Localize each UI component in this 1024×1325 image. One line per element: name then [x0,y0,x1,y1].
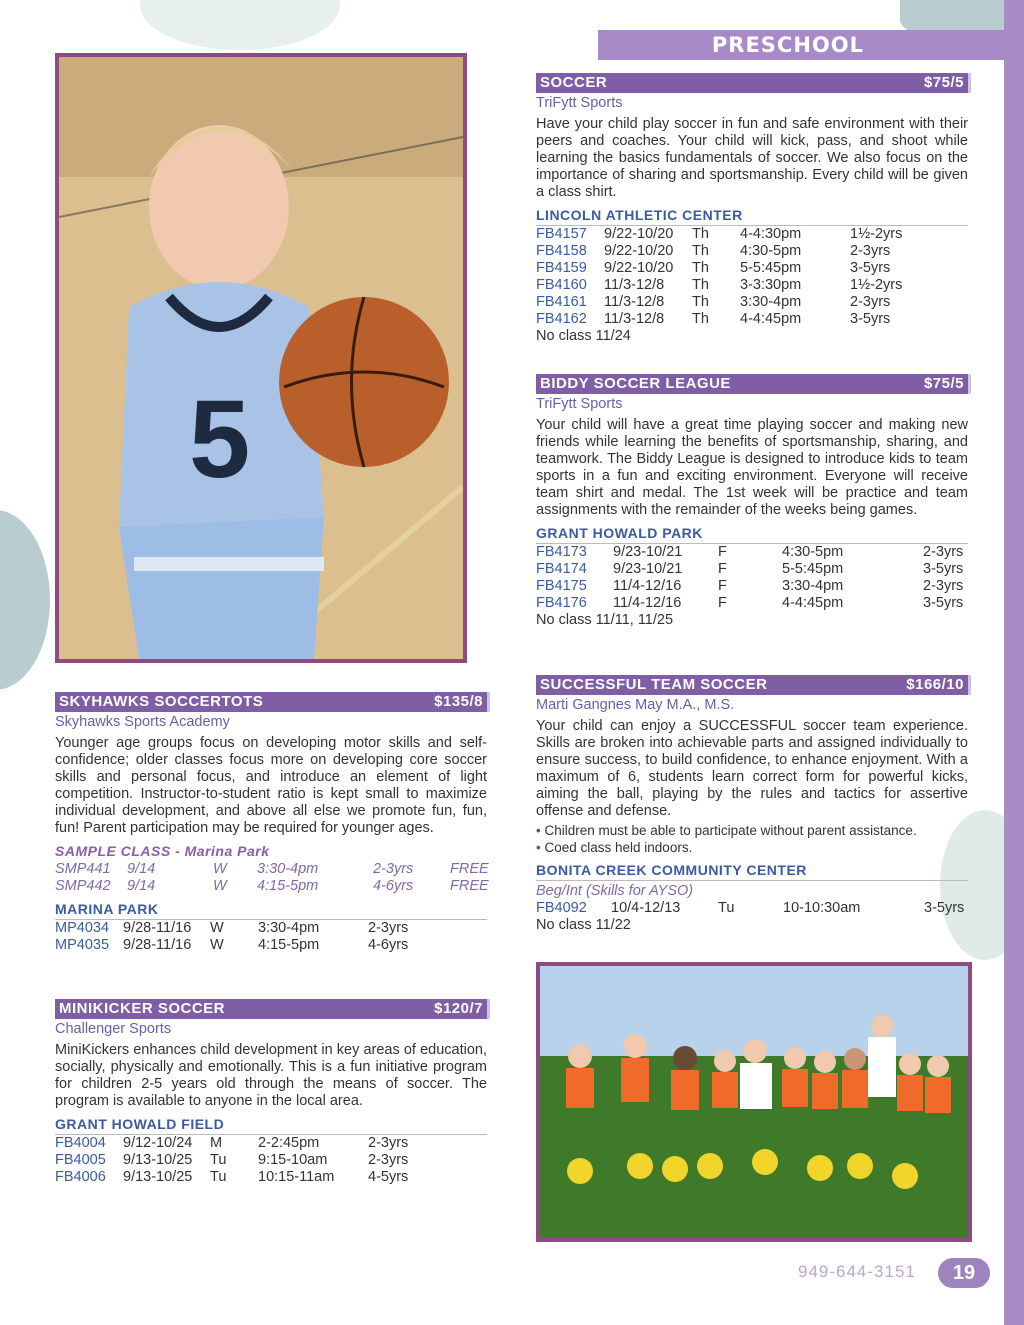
schedule-row [55,920,487,937]
course-code[interactable]: FB4162 [536,311,587,327]
minikicker-title: MINIKICKER SOCCER [59,1000,226,1017]
biddy-title: BIDDY SOCCER LEAGUE [540,375,731,392]
course-code[interactable]: FB4160 [536,277,587,293]
background-leaf-shape [140,0,340,50]
schedule-cell: Tu [210,1152,227,1168]
soccer-note: No class 11/24 [536,328,631,344]
schedule-cell: 4:30-5pm [782,544,844,560]
schedule-cell: W [213,861,227,877]
schedule-cell: 3-5yrs [924,900,965,916]
background-leaf-shape [0,510,50,690]
schedule-cell: 2-3yrs [850,294,891,310]
biddy-note: No class 11/11, 11/25 [536,612,674,628]
schedule-cell: Th [692,260,709,276]
schedule-cell: 2-3yrs [923,578,964,594]
team-soccer-photo [536,962,972,1242]
schedule-cell: 2-3yrs [923,544,964,560]
schedule-cell: 9/22-10/20 [604,260,674,276]
schedule-cell: 5-5:45pm [740,260,802,276]
biddy-provider: TriFytt Sports [536,396,623,412]
course-code[interactable]: FB4092 [536,900,587,916]
schedule-cell: 3-5yrs [850,260,891,276]
minikicker-section [55,999,487,1186]
schedule-cell: 2-2:45pm [258,1135,320,1151]
schedule-cell: 9/14 [127,878,156,894]
successful-price: $166/10 [906,676,964,693]
schedule-cell: 11/3-12/8 [604,294,665,310]
skyhawks-sample-label: SAMPLE CLASS - Marina Park [55,843,270,859]
schedule-cell: 3-5yrs [850,311,891,327]
course-code[interactable]: FB4175 [536,578,587,594]
schedule-row [536,595,968,612]
schedule-row [536,544,968,561]
schedule-cell: 2-3yrs [368,1135,409,1151]
schedule-cell: M [210,1135,223,1151]
minikicker-provider: Challenger Sports [55,1021,172,1037]
successful-note: No class 11/22 [536,917,631,933]
skyhawks-header [55,692,487,712]
schedule-cell: 1½-2yrs [850,277,903,293]
schedule-row [55,1135,487,1152]
minikicker-schedule [55,1135,487,1186]
course-code[interactable]: FB4159 [536,260,587,276]
course-code[interactable]: FB4158 [536,243,587,259]
schedule-cell: 2-3yrs [368,1152,409,1168]
bullet-item: • Coed class held indoors. [536,839,968,856]
minikicker-header [55,999,487,1019]
schedule-row [55,861,487,878]
course-code[interactable]: FB4006 [55,1169,106,1185]
schedule-row [536,561,968,578]
schedule-row [536,311,968,328]
skyhawks-description: Younger age groups focus on developing motor skills and self-confidence; older classes focus more on developing core soccer skills and personal focus, and introduce an element of light competition. Instructor-to-student ratio is kept small to maximize individual development, and above all else we promote fun, fun, fun! Parent participation may be required for younger ages. [55,735,487,836]
page-number: 19 [938,1258,990,1288]
page-edge-bar [1004,0,1024,1325]
boy-basketball-photo [55,53,467,663]
schedule-cell: 4:15-5pm [258,937,320,953]
soccer-provider: TriFytt Sports [536,95,623,111]
schedule-cell: 3:30-4pm [740,294,802,310]
schedule-cell: 10-10:30am [783,900,861,916]
skyhawks-location: MARINA PARK [55,901,487,920]
schedule-cell: 4-6yrs [368,937,409,953]
schedule-cell: 4:30-5pm [740,243,802,259]
successful-bullets [536,822,968,856]
schedule-cell: Th [692,226,709,242]
soccer-location: LINCOLN ATHLETIC CENTER [536,207,968,226]
boy-photo-illustration [59,57,463,659]
schedule-cell: 3-3:30pm [740,277,802,293]
soccer-price: $75/5 [923,74,964,91]
successful-level: Beg/Int (Skills for AYSO) [536,883,694,899]
schedule-cell: 2-3yrs [373,861,414,877]
schedule-row [55,1169,487,1186]
schedule-cell: W [210,937,224,953]
course-code[interactable]: FB4005 [55,1152,106,1168]
page-title: PRESCHOOL [711,33,864,57]
successful-section [536,675,968,934]
soccer-header [536,73,968,93]
schedule-cell: 4:15-5pm [257,878,319,894]
schedule-cell: Tu [210,1169,227,1185]
schedule-cell: FREE [450,861,489,877]
schedule-cell: 2-3yrs [850,243,891,259]
biddy-schedule [536,544,968,612]
successful-provider: Marti Gangnes May M.A., M.S. [536,697,735,713]
section-header-band [598,30,1004,60]
skyhawks-price: $135/8 [434,693,483,710]
successful-title: SUCCESSFUL TEAM SOCCER [540,676,768,693]
schedule-cell: 9/22-10/20 [604,243,674,259]
schedule-row [536,243,968,260]
schedule-cell: 2-3yrs [368,920,409,936]
schedule-cell: Th [692,294,709,310]
course-code[interactable]: FB4174 [536,561,587,577]
schedule-cell: 4-5yrs [368,1169,409,1185]
schedule-cell: 1½-2yrs [850,226,903,242]
successful-description: Your child can enjoy a SUCCESSFUL soccer team experience. Skills are broken into achievable parts and assigned individually to ensure success, to build confidence, to enhance enjoyment. With a maximum of 6, students learn correct form for powerful kicks, aiming the ball, playing by the rules and tactics for assertive offense and defense. [536,718,968,819]
course-code[interactable]: FB4176 [536,595,587,611]
schedule-cell: W [210,920,224,936]
schedule-cell: 4-4:30pm [740,226,802,242]
schedule-cell: 9/12-10/24 [123,1135,193,1151]
schedule-cell: 11/4-12/16 [613,578,682,594]
schedule-cell: Th [692,311,709,327]
schedule-cell: 9/23-10/21 [613,561,683,577]
schedule-row [536,277,968,294]
schedule-cell: 5-5:45pm [782,561,844,577]
schedule-row [55,1152,487,1169]
soccer-description: Have your child play soccer in fun and safe environment with their peers and coaches. Your child will kick, pass, and shoot while learning the basics fundamentals of soccer. We also focus on the importance of sharing and sportsmanship. Every child will be given a class shirt. [536,116,968,200]
schedule-cell: 9/23-10/21 [613,544,683,560]
bullet-item: • Children must be able to participate without parent assistance. [536,822,968,839]
skyhawks-title: SKYHAWKS SOCCERTOTS [59,693,264,710]
schedule-row [55,937,487,954]
course-code[interactable]: MP4034 [55,920,110,936]
soccer-schedule [536,226,968,328]
skyhawks-provider: Skyhawks Sports Academy [55,714,230,730]
schedule-row [536,900,968,917]
schedule-row [536,226,968,243]
schedule-cell: F [718,544,727,560]
minikicker-location: GRANT HOWALD FIELD [55,1116,487,1135]
svg-text:5: 5 [189,378,251,501]
schedule-cell: 10:15-11am [258,1169,335,1185]
schedule-cell: 4-4:45pm [740,311,802,327]
schedule-cell: 9/28-11/16 [123,937,192,953]
soccer-section [536,73,968,345]
schedule-cell: Th [692,243,709,259]
schedule-cell: 3:30-4pm [257,861,319,877]
course-code[interactable]: SMP441 [55,861,111,877]
schedule-cell: 4-4:45pm [782,595,844,611]
course-code[interactable]: FB4157 [536,226,587,242]
schedule-cell: 9/13-10/25 [123,1152,193,1168]
successful-header [536,675,968,695]
skyhawks-sample-schedule [55,861,487,895]
successful-location: BONITA CREEK COMMUNITY CENTER [536,862,968,881]
biddy-section [536,374,968,629]
skyhawks-section [55,692,487,954]
schedule-cell: 9/22-10/20 [604,226,674,242]
schedule-cell: 3-5yrs [923,595,964,611]
schedule-cell: 3:30-4pm [258,920,320,936]
schedule-cell: 3:30-4pm [782,578,844,594]
schedule-cell: 9/14 [127,861,156,877]
schedule-row [536,578,968,595]
schedule-cell: 11/4-12/16 [613,595,682,611]
biddy-location: GRANT HOWALD PARK [536,525,968,544]
team-photo-illustration [540,966,968,1238]
schedule-cell: 3-5yrs [923,561,964,577]
course-code[interactable]: FB4004 [55,1135,106,1151]
skyhawks-schedule [55,920,487,954]
course-code[interactable]: MP4035 [55,937,110,953]
schedule-cell: F [718,578,727,594]
schedule-cell: 9/13-10/25 [123,1169,193,1185]
course-code[interactable]: FB4161 [536,294,587,310]
schedule-cell: 9:15-10am [258,1152,328,1168]
schedule-row [55,878,487,895]
soccer-title: SOCCER [540,74,608,91]
schedule-cell: Tu [718,900,735,916]
schedule-cell: 10/4-12/13 [611,900,681,916]
minikicker-price: $120/7 [434,1000,483,1017]
minikicker-description: MiniKickers enhances child development in key areas of education, socially, physically and emotionally. This is a fun initiative program for children 2-5 years old through the means of soccer. The program is available to anyone in the local area. [55,1042,487,1109]
schedule-cell: 11/3-12/8 [604,311,665,327]
schedule-cell: F [718,595,727,611]
schedule-cell: 11/3-12/8 [604,277,665,293]
footer-phone: 949-644-3151 [798,1262,916,1281]
schedule-cell: W [213,878,227,894]
schedule-row [536,294,968,311]
biddy-price: $75/5 [923,375,964,392]
schedule-cell: FREE [450,878,489,894]
course-code[interactable]: FB4173 [536,544,587,560]
schedule-cell: Th [692,277,709,293]
schedule-row [536,260,968,277]
biddy-header [536,374,968,394]
successful-schedule [536,900,968,917]
schedule-cell: 4-6yrs [373,878,414,894]
biddy-description: Your child will have a great time playing soccer and making new friends while learning the benefits of sportsmanship, sharing, and teamwork. The Biddy League is designed to introduce kids to team sports in a fun and exciting environment. Everyone will receive team shirt and medal. The 1st week will be practice and team assignments with the remainder of the weeks being games. [536,417,968,518]
schedule-cell: F [718,561,727,577]
course-code[interactable]: SMP442 [55,878,111,894]
schedule-cell: 9/28-11/16 [123,920,192,936]
